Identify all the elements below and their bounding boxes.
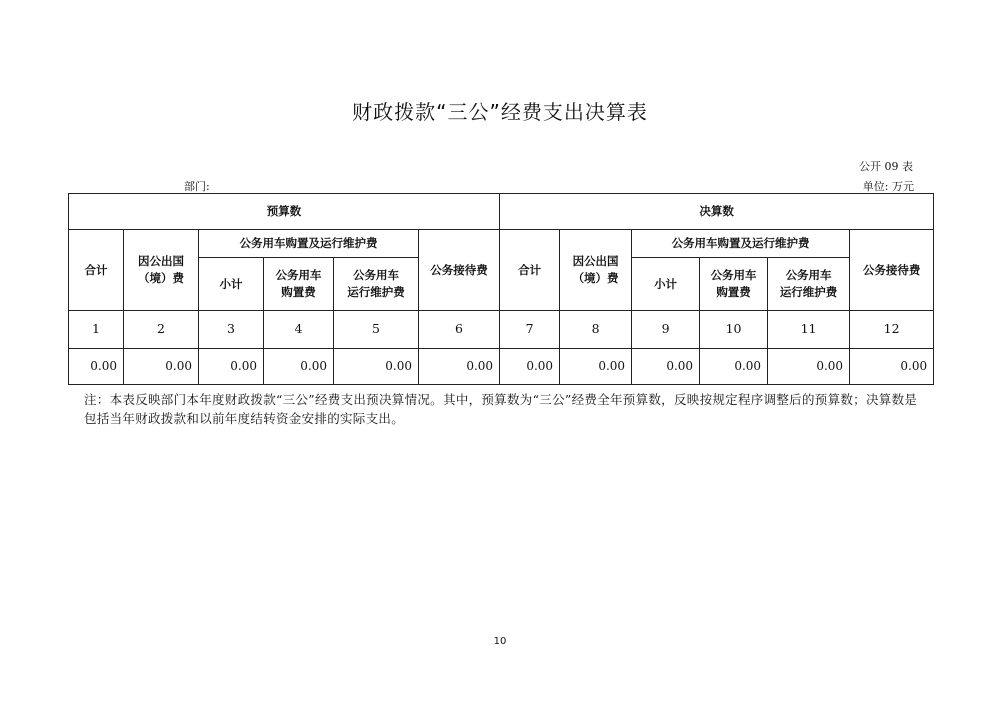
final-total-header: 合计 (500, 230, 560, 311)
header-row-2 (69, 230, 934, 258)
value-cell: 0.00 (700, 349, 768, 385)
value-cell: 0.00 (500, 349, 560, 385)
value-cell: 0.00 (199, 349, 264, 385)
budget-abroad-header (124, 230, 199, 311)
col-number: 1 (69, 311, 124, 349)
column-number-row (69, 311, 934, 349)
col-number: 10 (700, 311, 768, 349)
department-label: 部门: (184, 180, 210, 193)
value-cell: 0.00 (264, 349, 334, 385)
final-reception-header: 公务接待费 (850, 230, 934, 311)
col-number: 6 (419, 311, 500, 349)
purchase-line2: 购置费 (716, 285, 751, 299)
value-cell: 0.00 (419, 349, 500, 385)
value-cell: 0.00 (69, 349, 124, 385)
col-number: 5 (334, 311, 419, 349)
col-number: 11 (768, 311, 850, 349)
value-row (69, 349, 934, 385)
unit-label: 单位: 万元 (862, 180, 914, 193)
budget-reception-header: 公务接待费 (419, 230, 500, 311)
col-number: 2 (124, 311, 199, 349)
purchase-line1: 公务用车 (275, 268, 322, 283)
value-cell: 0.00 (632, 349, 700, 385)
budget-purchase-header (264, 258, 334, 311)
final-operation-header (768, 258, 850, 311)
three-public-expenses-table (68, 193, 934, 385)
value-cell: 0.00 (334, 349, 419, 385)
col-number: 4 (264, 311, 334, 349)
abroad-line2: （境）费 (138, 271, 184, 285)
budget-total-header: 合计 (69, 230, 124, 311)
page-title: 财政拨款“三公”经费支出决算表 (352, 100, 648, 124)
final-vehicle-header: 公务用车购置及运行维护费 (632, 230, 850, 258)
operation-line1: 公务用车 (353, 268, 399, 283)
budget-subtotal-header: 小计 (199, 258, 264, 311)
final-header: 决算数 (500, 194, 934, 230)
operation-line2: 运行维护费 (779, 285, 838, 299)
col-number: 9 (632, 311, 700, 349)
page-number: 10 (493, 636, 507, 647)
form-number: 公开 09 表 (859, 160, 913, 173)
value-cell: 0.00 (124, 349, 199, 385)
budget-vehicle-header: 公务用车购置及运行维护费 (199, 230, 419, 258)
col-number: 8 (560, 311, 632, 349)
budget-header: 预算数 (69, 194, 500, 230)
final-purchase-header (700, 258, 768, 311)
value-cell: 0.00 (768, 349, 850, 385)
value-cell: 0.00 (560, 349, 632, 385)
abroad-line2: （境）费 (572, 271, 619, 285)
final-abroad-header (560, 230, 632, 311)
budget-operation-header (334, 258, 419, 311)
abroad-line1: 因公出国 (138, 254, 184, 269)
header-row-1 (69, 194, 934, 230)
col-number: 12 (850, 311, 934, 349)
col-number: 3 (199, 311, 264, 349)
col-number: 7 (500, 311, 560, 349)
operation-line2: 运行维护费 (347, 285, 405, 299)
operation-line1: 公务用车 (785, 268, 832, 283)
table-note: 注：本表反映部门本年度财政拨款“三公”经费支出预决算情况。其中，预算数为“三公”经费全年预算数，反映按规定程序调整后的预算数；决算数是包括当年财政拨款和以前年度结转资金安排的实际支出。 (84, 392, 918, 426)
final-subtotal-header: 小计 (632, 258, 700, 311)
abroad-line1: 因公出国 (572, 254, 619, 269)
purchase-line1: 公务用车 (710, 268, 757, 283)
value-cell: 0.00 (850, 349, 934, 385)
purchase-line2: 购置费 (281, 285, 316, 299)
